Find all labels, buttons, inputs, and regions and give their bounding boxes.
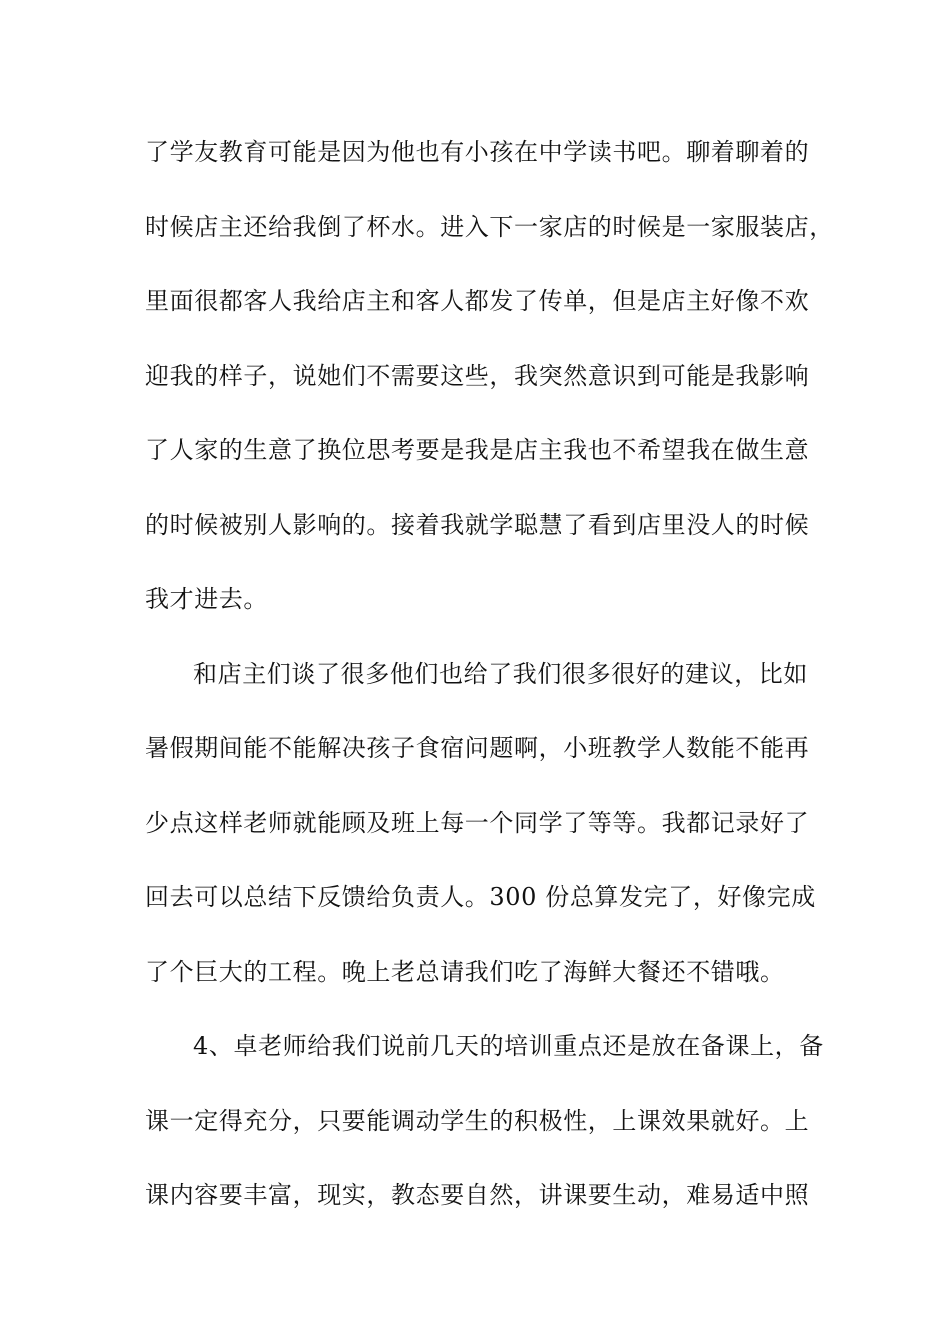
text-line: 我才进去。: [145, 585, 268, 613]
text-line: 课内容要丰富，现实，教态要自然，讲课要生动，难易适中照: [145, 1181, 810, 1209]
text-line: 回去可以总结下反馈给负责人。300 份总算发完了，好像完成: [145, 883, 816, 911]
text-line: 时候店主还给我倒了杯水。进入下一家店的时候是一家服装店，: [145, 212, 834, 241]
text-line: 的时候被别人影响的。接着我就学聪慧了看到店里没人的时候: [145, 510, 810, 539]
document-body: [145, 132, 834, 1250]
text-line: 了个巨大的工程。晚上老总请我们吃了海鲜大餐还不错哦。: [145, 957, 785, 986]
text-line: 迎我的样子，说她们不需要这些，我突然意识到可能是我影响: [145, 361, 810, 390]
text-line: 少点这样老师就能顾及班上每一个同学了等等。我都记录好了: [145, 808, 810, 837]
text-line: 暑假期间能不能解决孩子食宿问题啊，小班教学人数能不能再: [145, 734, 810, 762]
paragraph-start-line: 和店主们谈了很多他们也给了我们很多很好的建议，比如: [193, 659, 808, 688]
text-line: 里面很都客人我给店主和客人都发了传单，但是店主好像不欢: [145, 287, 810, 315]
text-line: 了人家的生意了换位思考要是我是店主我也不希望我在做生意: [145, 436, 810, 464]
paragraph-start-line: 4、卓老师给我们说前几天的培训重点还是放在备课上，备: [193, 1032, 824, 1060]
text-line: 了学友教育可能是因为他也有小孩在中学读书吧。聊着聊着的: [145, 138, 810, 166]
text-line: 课一定得充分，只要能调动学生的积极性，上课效果就好。上: [145, 1106, 810, 1135]
